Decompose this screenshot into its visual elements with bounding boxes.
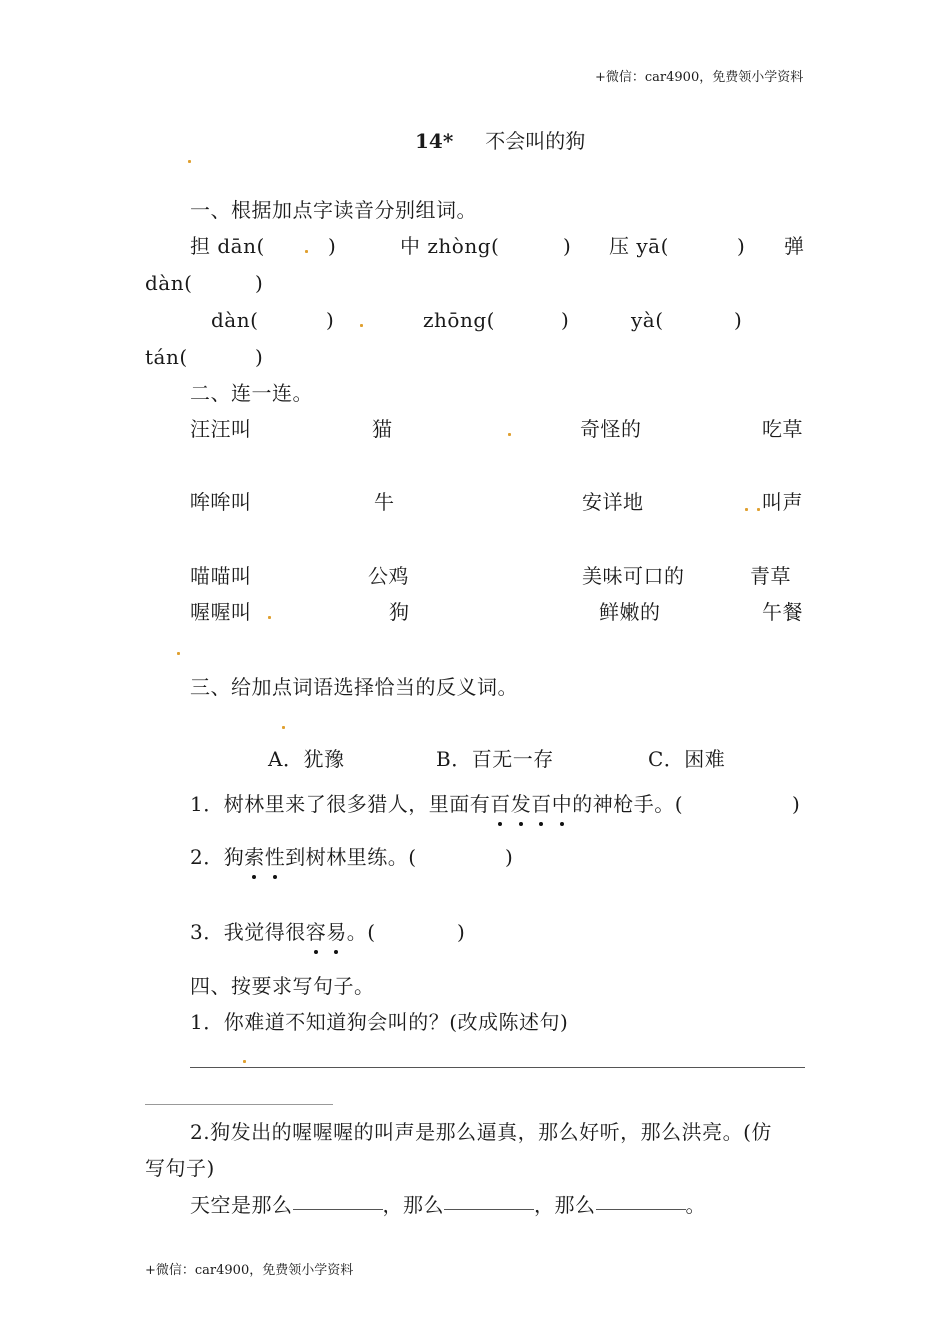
fill-text: ，那么 — [382, 1193, 444, 1217]
match-col2-item: 狗 — [389, 600, 410, 624]
q-number: 3． — [190, 920, 224, 944]
match-col1-item: 哞哞叫 — [190, 490, 252, 514]
q1-close-paren: ) — [792, 792, 801, 816]
match-col3-item: 奇怪的 — [580, 417, 642, 441]
q3-close-paren: ) — [457, 920, 466, 944]
s1-r2-a-open: dàn( — [211, 308, 259, 332]
section4-heading: 四、按要求写句子。 — [190, 974, 375, 998]
match-col1-item: 喔喔叫 — [190, 600, 252, 624]
q-text: 树林里来了很多猎人，里面有 — [223, 792, 491, 816]
match-col4-item: 叫声 — [762, 490, 803, 514]
s1-r1-a-open: 担 dān( — [190, 234, 265, 258]
s1-r1-b-open: 中 zhòng( — [400, 234, 500, 258]
emphasized-word: 百发百中 — [490, 792, 572, 816]
fill-blank[interactable] — [444, 1209, 534, 1210]
fill-sentence — [190, 1193, 706, 1217]
s1-r2-wrap-open: tán( — [145, 345, 188, 369]
q-number: 1． — [190, 792, 224, 816]
match-col2-item: 猫 — [372, 417, 393, 441]
option-b: B．百无一存 — [436, 747, 554, 771]
fill-blank[interactable] — [596, 1209, 686, 1210]
q-text: 的神枪手。( — [572, 792, 684, 816]
s1-r1-wrap-close: ) — [255, 271, 264, 295]
q2-close-paren: ) — [505, 845, 514, 869]
fill-text: 天空是那么 — [190, 1193, 293, 1217]
lesson-title: 不会叫的狗 — [485, 129, 586, 153]
emphasized-word: 容易 — [306, 920, 347, 944]
s1-r1-c-close: ) — [737, 234, 746, 258]
answer-line-continued[interactable] — [145, 1104, 333, 1105]
q-text: 。( — [346, 920, 376, 944]
fill-text: 。 — [685, 1193, 706, 1217]
s1-r2-b-open: zhōng( — [423, 308, 495, 332]
match-col3-item: 美味可口的 — [582, 564, 685, 588]
question-3-3 — [190, 920, 376, 944]
q-text: 我觉得很 — [223, 920, 306, 944]
match-col2-item: 牛 — [374, 490, 395, 514]
fill-blank[interactable] — [293, 1209, 383, 1210]
match-col4-item: 青草 — [750, 564, 791, 588]
fill-text: ，那么 — [534, 1193, 596, 1217]
match-col4-item: 吃草 — [762, 417, 803, 441]
s1-r1-b-close: ) — [563, 234, 572, 258]
footer-watermark: +微信：car4900，免费领小学资料 — [145, 1263, 354, 1278]
q-number: 2． — [190, 845, 224, 869]
question-3-2 — [190, 845, 417, 869]
q-text: 狗 — [223, 845, 245, 869]
s1-r2-b-close: ) — [561, 308, 570, 332]
match-col4-item: 午餐 — [762, 600, 803, 624]
page-title — [415, 125, 585, 154]
question-3-1 — [190, 792, 683, 816]
s1-r2-c-close: ) — [734, 308, 743, 332]
question-4-2-wrap: 写句子) — [145, 1156, 215, 1180]
s1-r2-a-close: ) — [326, 308, 335, 332]
option-a: A．犹豫 — [268, 747, 345, 771]
section3-heading: 三、给加点词语选择恰当的反义词。 — [190, 675, 518, 699]
match-col2-item: 公鸡 — [368, 564, 409, 588]
answer-line[interactable] — [190, 1067, 805, 1068]
match-col3-item: 鲜嫩的 — [599, 600, 661, 624]
match-col1-item: 喵喵叫 — [190, 564, 252, 588]
header-watermark: +微信：car4900，免费领小学资料 — [595, 70, 804, 85]
match-col1-item: 汪汪叫 — [190, 417, 252, 441]
option-c: C．困难 — [648, 747, 726, 771]
s1-r2-c-open: yà( — [631, 308, 664, 332]
match-col3-item: 安详地 — [582, 490, 644, 514]
section2-heading: 二、连一连。 — [190, 381, 313, 405]
s1-r1-a-close: ) — [328, 234, 337, 258]
section1-heading: 一、根据加点字读音分别组词。 — [190, 198, 477, 222]
s1-r1-c-open: 压 yā( — [609, 234, 669, 258]
q-text: 到树林里练。( — [285, 845, 417, 869]
lesson-number: 14* — [415, 129, 454, 153]
s1-r1-wrap-open: dàn( — [145, 271, 193, 295]
question-4-2: 2.狗发出的喔喔喔的叫声是那么逼真，那么好听，那么洪亮。(仿 — [190, 1120, 772, 1144]
s1-r1-d: 弹 — [784, 234, 805, 258]
emphasized-word: 索性 — [244, 845, 285, 869]
s1-r2-wrap-close: ) — [255, 345, 264, 369]
question-4-1: 1．你难道不知道狗会叫的？(改成陈述句) — [190, 1010, 569, 1034]
